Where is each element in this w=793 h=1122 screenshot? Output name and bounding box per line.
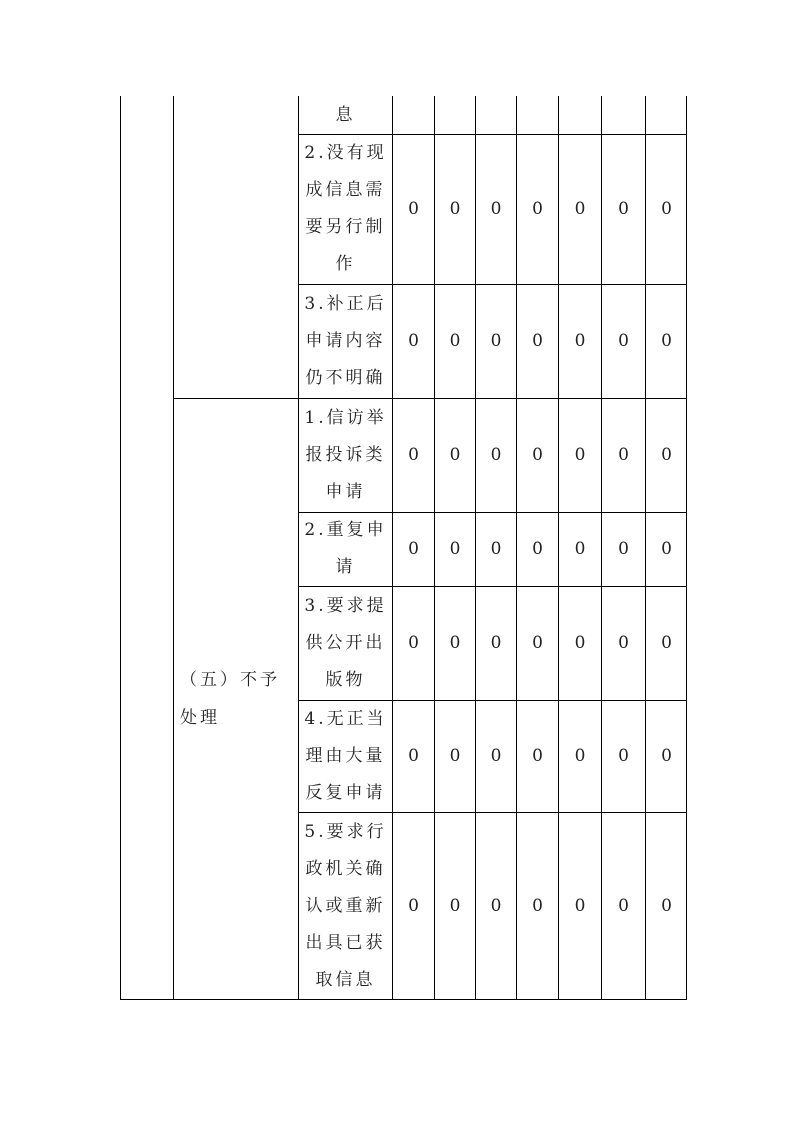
value-cell: 0 — [532, 539, 543, 559]
table-vline-0 — [120, 96, 121, 1000]
value-cell: 0 — [449, 746, 461, 766]
value-cell: 0 — [661, 199, 672, 219]
value-cell: 0 — [574, 539, 586, 559]
value-cell: 0 — [618, 896, 629, 916]
value-cell: 0 — [490, 746, 502, 766]
value-cell — [517, 96, 558, 134]
value-cell: 0 — [408, 896, 419, 916]
value-cell — [559, 96, 601, 134]
value-cell: 0 — [574, 746, 586, 766]
value-cell: 0 — [574, 896, 586, 916]
value-cell: 0 — [532, 199, 543, 219]
row-label: 4.无正当理由大量反复申请 — [304, 708, 387, 803]
value-cell: 0 — [618, 633, 629, 653]
value-cell: 0 — [490, 896, 502, 916]
value-cell: 0 — [449, 633, 461, 653]
value-cell: 0 — [449, 539, 461, 559]
value-cell: 0 — [408, 633, 419, 653]
value-cell: 0 — [661, 539, 672, 559]
row-label: 3.要求提供公开出版物 — [304, 595, 387, 690]
category-label: （五）不予处理 — [180, 670, 280, 728]
value-cell: 0 — [618, 746, 629, 766]
row-label: 3.补正后申请内容仍不明确 — [304, 293, 387, 388]
value-cell: 0 — [618, 539, 629, 559]
value-cell: 0 — [490, 633, 502, 653]
value-cell: 0 — [532, 445, 543, 465]
value-cell: 0 — [490, 445, 502, 465]
row-label: 2.没有现成信息需要另行制作 — [304, 143, 387, 274]
row-label: 5.要求行政机关确认或重新出具已获取信息 — [304, 821, 387, 990]
value-cell: 0 — [532, 746, 543, 766]
value-cell: 0 — [408, 746, 419, 766]
value-cell — [602, 96, 645, 134]
value-cell: 0 — [661, 746, 672, 766]
value-cell: 0 — [618, 331, 629, 351]
value-cell: 0 — [618, 199, 629, 219]
row-label: 1.信访举报投诉类申请 — [304, 407, 387, 502]
value-cell: 0 — [408, 199, 419, 219]
value-cell: 0 — [408, 331, 419, 351]
value-cell: 0 — [661, 331, 672, 351]
value-cell: 0 — [449, 896, 461, 916]
value-cell: 0 — [574, 633, 586, 653]
value-cell — [393, 96, 434, 134]
value-cell: 0 — [574, 445, 586, 465]
value-cell: 0 — [618, 445, 629, 465]
value-cell: 0 — [532, 633, 543, 653]
value-cell: 0 — [661, 445, 672, 465]
value-cell — [435, 96, 475, 134]
value-cell: 0 — [661, 896, 672, 916]
value-cell — [646, 96, 687, 134]
value-cell: 0 — [490, 199, 502, 219]
value-cell: 0 — [408, 445, 419, 465]
value-cell — [476, 96, 516, 134]
row-label: 2.重复申请 — [304, 520, 387, 577]
value-cell: 0 — [574, 199, 586, 219]
value-cell: 0 — [408, 539, 419, 559]
value-cell: 0 — [532, 331, 543, 351]
row-label: 息 — [335, 104, 356, 125]
value-cell: 0 — [490, 331, 502, 351]
value-cell: 0 — [449, 199, 461, 219]
value-cell: 0 — [449, 445, 461, 465]
value-cell: 0 — [532, 896, 543, 916]
value-cell: 0 — [490, 539, 502, 559]
value-cell: 0 — [661, 633, 672, 653]
statistics-table — [120, 96, 687, 1000]
value-cell: 0 — [449, 331, 461, 351]
value-cell: 0 — [574, 331, 586, 351]
